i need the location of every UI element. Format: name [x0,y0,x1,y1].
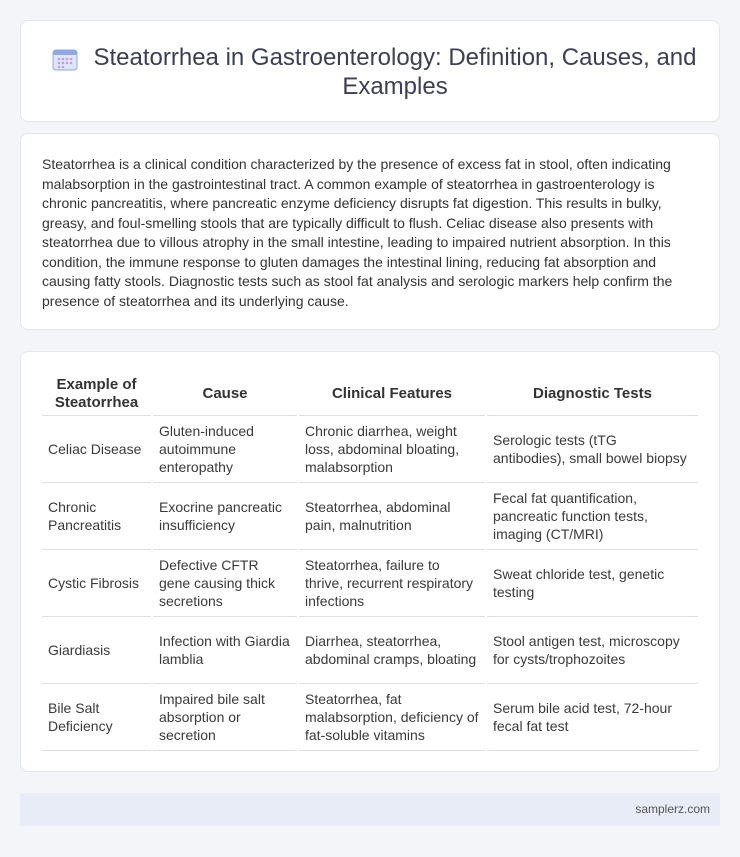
table-header-row [42,374,698,415]
table-cell: Impaired bile salt absorption or secretion [152,683,298,750]
table-row [42,482,698,549]
table-row [42,683,698,750]
table-cell: Fecal fat quantification, pancreatic function tests, imaging (CT/MRI) [486,482,698,549]
table-cell: Chronic Pancreatitis [42,482,152,549]
footer-site-link[interactable]: samplerz.com [635,802,710,816]
intro-card [20,133,720,330]
footer-bar [20,793,720,826]
table-cell: Giardiasis [42,616,152,683]
table-cell: Serum bile acid test, 72-hour fecal fat test [486,683,698,750]
table-row [42,415,698,482]
table-cell: Cystic Fibrosis [42,549,152,616]
column-header-cause: Cause [152,374,298,415]
table-card [20,351,720,772]
table-cell: Steatorrhea, fat malabsorption, deficiency of fat-soluble vitamins [298,683,486,750]
table-cell: Infection with Giardia lamblia [152,616,298,683]
table-cell: Celiac Disease [42,415,152,482]
title-card [20,20,720,122]
table-cell: Steatorrhea, failure to thrive, recurrent respiratory infections [298,549,486,616]
column-header-clinical-features: Clinical Features [298,374,486,415]
column-header-diagnostic-tests: Diagnostic Tests [486,374,698,415]
table-row [42,549,698,616]
intro-paragraph: Steatorrhea is a clinical condition characterized by the presence of excess fat in stool, often indicating malabsorption in the gastrointestinal tract. A common example of steatorrhea in gastroenterology is chronic pancreatitis, where pancreatic enzyme deficiency disrupts fat digestion. This results in bulky, greasy, and foul-smelling stools that are typically difficult to flush. Celiac disease also presents with steatorrhea due to villous atrophy in the small intestine, leading to impaired nutrient absorption. In this condition, the immune response to gluten damages the intestinal lining, reducing fat absorption and causing fatty stools. Diagnostic tests such as stool fat analysis and serologic markers help confirm the presence of steatorrhea and its underlying cause. [42,156,673,309]
steatorrhea-table [42,374,698,751]
table-cell: Steatorrhea, abdominal pain, malnutrition [298,482,486,549]
table-cell: Sweat chloride test, genetic testing [486,549,698,616]
page-title: Steatorrhea in Gastroenterology: Definition, Causes, and Examples [93,44,697,100]
table-cell: Exocrine pancreatic insufficiency [152,482,298,549]
table-row [42,616,698,683]
table-cell: Gluten-induced autoimmune enteropathy [152,415,298,482]
table-cell: Bile Salt Deficiency [42,683,152,750]
table-cell: Diarrhea, steatorrhea, abdominal cramps, bloating [298,616,486,683]
table-cell: Stool antigen test, microscopy for cysts/trophozoites [486,616,698,683]
column-header-example: Example of Steatorrhea [42,374,152,415]
table-cell: Serologic tests (tTG antibodies), small bowel biopsy [486,415,698,482]
table-cell: Chronic diarrhea, weight loss, abdominal bloating, malabsorption [298,415,486,482]
table-cell: Defective CFTR gene causing thick secretions [152,549,298,616]
